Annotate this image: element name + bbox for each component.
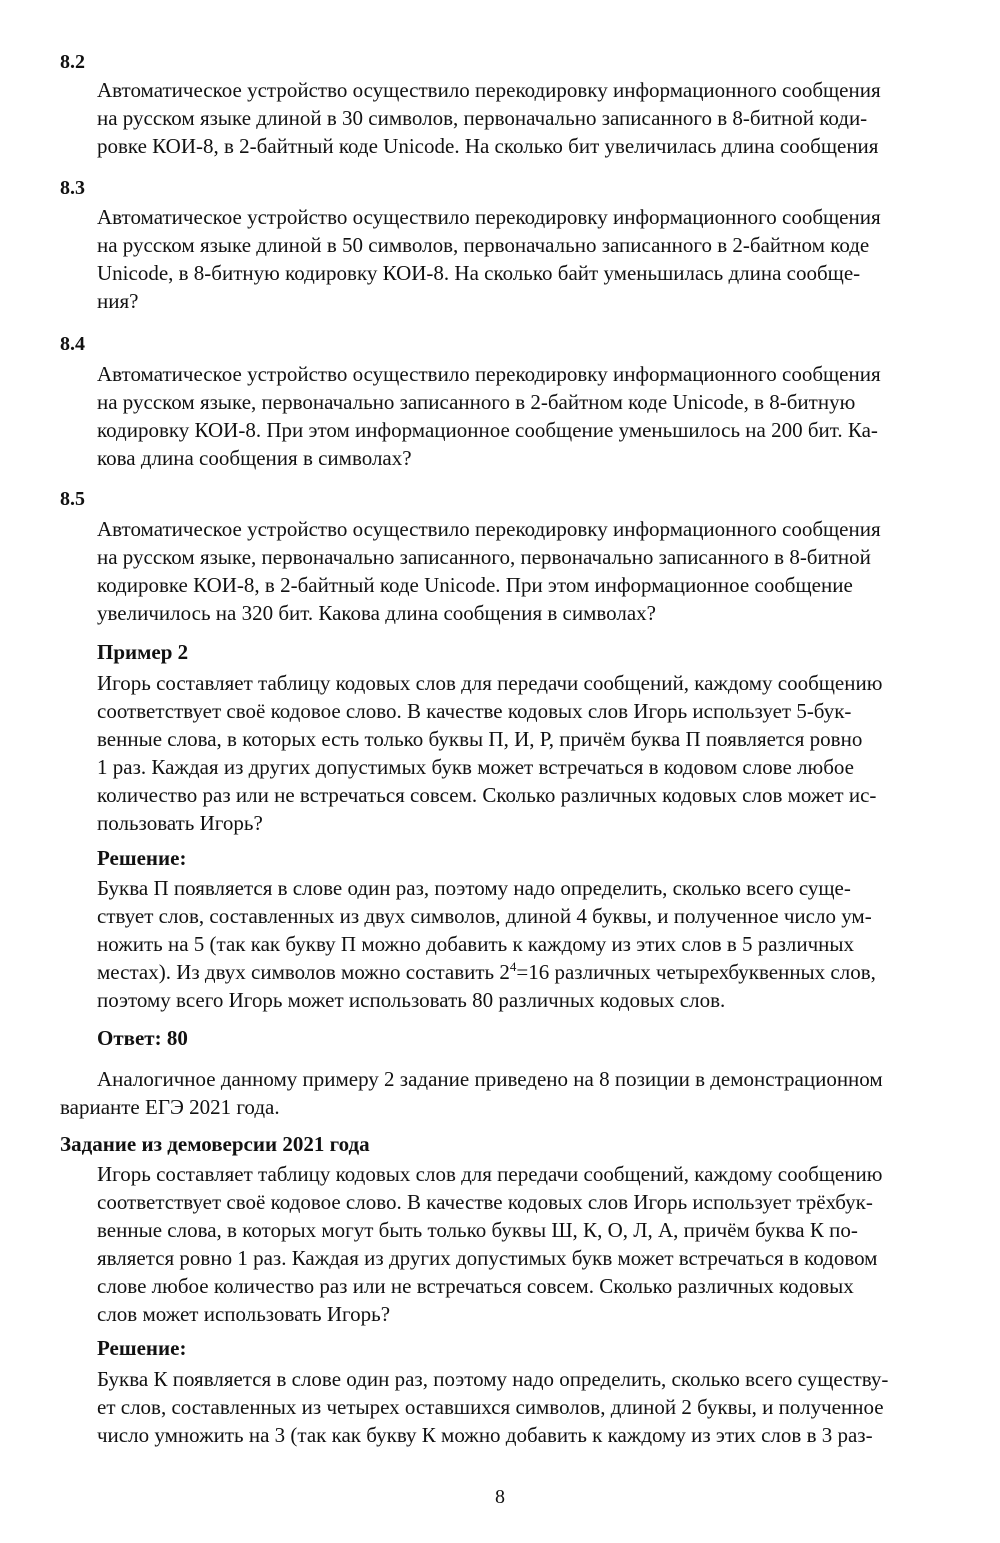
problem-number: 8.3 bbox=[60, 177, 85, 199]
text-line: увеличилось на 320 бит. Какова длина сообщения в символах? bbox=[97, 601, 656, 625]
text-line: на русском языке, первоначально записанного, первоначально записанного в 8-битной bbox=[97, 545, 871, 569]
page-number: 8 bbox=[495, 1486, 505, 1508]
text-line: венные слова, в которых могут быть только буквы Ш, К, О, Л, А, причём буква К по- bbox=[97, 1218, 858, 1242]
text-line: слове любое количество раз или не встречаться совсем. Сколько различных кодовых bbox=[97, 1274, 854, 1298]
solution-text bbox=[97, 874, 973, 1014]
problem-text bbox=[97, 515, 973, 627]
text-line: пользовать Игорь? bbox=[97, 811, 263, 835]
text-line: соответствует своё кодовое слово. В качестве кодовых слов Игорь использует 5-бук- bbox=[97, 699, 852, 723]
problem-number: 8.4 bbox=[60, 333, 85, 355]
text-line: на русском языке длиной в 50 символов, первоначально записанного в 2-байтном коде bbox=[97, 233, 870, 257]
text-segment: местах). Из двух символов можно составить 2 bbox=[97, 960, 510, 984]
text-line: ствует слов, составленных из двух символов, длиной 4 буквы, и полученное число ум- bbox=[97, 904, 872, 928]
example-title: Пример 2 bbox=[97, 640, 189, 664]
problem-text bbox=[97, 360, 973, 472]
text-line: варианте ЕГЭ 2021 года. bbox=[60, 1095, 280, 1119]
text-line: слов может использовать Игорь? bbox=[97, 1302, 391, 1326]
text-line: Буква П появляется в слове один раз, поэтому надо определить, сколько всего суще- bbox=[97, 876, 851, 900]
text-line: на русском языке, первоначально записанного в 2-байтном коде Unicode, в 8-битную bbox=[97, 390, 856, 414]
exponent: 4 bbox=[509, 959, 517, 974]
problem-number: 8.2 bbox=[60, 51, 85, 73]
text-line: поэтому всего Игорь может использовать 80 различных кодовых слов. bbox=[97, 988, 726, 1012]
text-line: кодировке КОИ-8, в 2-байтный коде Unicode. При этом информационное сообщение bbox=[97, 573, 853, 597]
problem-text bbox=[97, 203, 973, 315]
text-line: кова длина сообщения в символах? bbox=[97, 446, 412, 470]
answer: Ответ: 80 bbox=[97, 1026, 188, 1050]
example-text bbox=[97, 669, 973, 837]
text-line: ет слов, составленных из четырех оставшихся символов, длиной 2 буквы, и полученное bbox=[97, 1395, 884, 1419]
text-line: на русском языке длиной в 30 символов, первоначально записанного в 8-битной коди- bbox=[97, 106, 868, 130]
problem-text bbox=[97, 76, 973, 160]
demo-text bbox=[97, 1160, 973, 1328]
text-line: ножить на 5 (так как букву П можно добавить к каждому из этих слов в 5 различных bbox=[97, 932, 855, 956]
text-segment: =16 различных четырехбуквенных слов, bbox=[516, 960, 876, 984]
text-line: соответствует своё кодовое слово. В качестве кодовых слов Игорь использует трёхбук- bbox=[97, 1190, 873, 1214]
text-line: количество раз или не встречаться совсем. Сколько различных кодовых слов может ис- bbox=[97, 783, 877, 807]
text-line: Игорь составляет таблицу кодовых слов для передачи сообщений, каждому сообщению bbox=[97, 671, 883, 695]
text-line: 1 раз. Каждая из других допустимых букв может встречаться в кодовом слове любое bbox=[97, 755, 854, 779]
problem-number: 8.5 bbox=[60, 488, 85, 510]
text-line: Автоматическое устройство осуществило перекодировку информационного сообщения bbox=[97, 517, 881, 541]
text-line: Автоматическое устройство осуществило перекодировку информационного сообщения bbox=[97, 78, 881, 102]
text-line: ровке КОИ-8, в 2-байтный коде Unicode. На сколько бит увеличилась длина сообщения bbox=[97, 134, 879, 158]
solution-title: Решение: bbox=[97, 846, 187, 870]
note-text bbox=[60, 1065, 973, 1121]
demo-title: Задание из демоверсии 2021 года bbox=[60, 1132, 370, 1156]
text-line bbox=[97, 958, 973, 986]
text-line: венные слова, в которых есть только буквы П, И, Р, причём буква П появляется ровно bbox=[97, 727, 863, 751]
text-line: Автоматическое устройство осуществило перекодировку информационного сообщения bbox=[97, 362, 881, 386]
text-line: является ровно 1 раз. Каждая из других допустимых букв может встречаться в кодовом bbox=[97, 1246, 878, 1270]
text-line: Автоматическое устройство осуществило перекодировку информационного сообщения bbox=[97, 205, 881, 229]
solution-title: Решение: bbox=[97, 1336, 187, 1360]
solution-text bbox=[97, 1365, 973, 1449]
text-line: Unicode, в 8-битную кодировку КОИ-8. На сколько байт уменьшилась длина сообще- bbox=[97, 261, 861, 285]
text-line: Буква К появляется в слове один раз, поэтому надо определить, сколько всего существу- bbox=[97, 1367, 889, 1391]
text-line: Игорь составляет таблицу кодовых слов для передачи сообщений, каждому сообщению bbox=[97, 1162, 883, 1186]
text-line: число умножить на 3 (так как букву К можно добавить к каждому из этих слов в 3 раз- bbox=[97, 1423, 873, 1447]
text-line: Аналогичное данному примеру 2 задание приведено на 8 позиции в демонстрационном bbox=[97, 1067, 883, 1091]
text-line: ния? bbox=[97, 289, 139, 313]
text-line: кодировку КОИ-8. При этом информационное сообщение уменьшилось на 200 бит. Ка- bbox=[97, 418, 878, 442]
